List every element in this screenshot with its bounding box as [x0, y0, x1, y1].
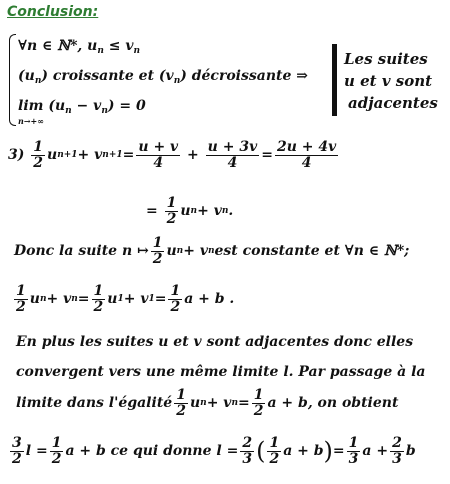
half-fraction: $\frac{1}{2}$ [51, 435, 62, 467]
identity-line: $\frac{1}{2}$ u n + v n = $\frac{1}{2}$ u 1 + v 1 = $\frac{1}{2}$ a + b . [16, 283, 235, 315]
two-thirds: $\frac{2}{3}$ [242, 435, 253, 467]
half-fraction: $\frac{1}{2}$ [166, 195, 177, 227]
equals: = [261, 147, 273, 164]
half-fraction: $\frac{1}{2}$ [152, 235, 163, 267]
paragraph-line-2: convergent vers une même limite l. Par passage à la [16, 364, 426, 380]
half-fraction: $\frac{1}{2}$ [170, 283, 181, 315]
donc-text: Donc la suite n ↦ [14, 243, 149, 260]
part3-label: 3) [8, 147, 25, 164]
result-line-2: u et v sont [344, 72, 433, 90]
plus-v: + v [77, 147, 103, 164]
half-fraction: $\frac{1}{2}$ [93, 283, 104, 315]
half-fraction: $\frac{1}{2}$ [33, 139, 43, 171]
ce-qui-donne: a + b ce qui donne l = [65, 443, 239, 460]
eq-zero: ) = 0 [107, 98, 146, 114]
constante-text: est constante et ∀n ∈ ℕ*; [214, 243, 410, 260]
one-third: $\frac{1}{3}$ [348, 435, 359, 467]
left-brace [9, 34, 16, 126]
fraction-3: $\frac{2u + 4v}{4}$ [276, 139, 337, 171]
equals: = [122, 147, 135, 164]
equals: = [146, 203, 158, 220]
half-fraction: $\frac{1}{2}$ [253, 387, 264, 419]
paragraph-line-1: En plus les suites u et v sont adjacentes donc elles [16, 334, 414, 350]
part3-line-1: 3) $\frac{1}{2}$ u n+1 + v n+1 = $\frac{u + v}{4}$ + $\frac{u + 3v}{4}$ = $\frac{2u + 4v}{4}$ [8, 139, 337, 171]
paragraph-line-3: limite dans l'égalité $\frac{1}{2}$ u n + v n = $\frac{1}{2}$ a + b , on obtient [16, 387, 399, 419]
donc-line: Donc la suite n ↦ $\frac{1}{2}$ u n + v n est constante et ∀n ∈ ℕ*; [14, 235, 410, 267]
result-line-1: Les suites [344, 50, 428, 68]
sub-n: n [65, 106, 72, 116]
sub-n: n [34, 76, 42, 86]
half-fraction: $\frac{1}{2}$ [16, 283, 26, 315]
croissante-text: ) croissante et (v [41, 68, 174, 84]
result-bar [332, 44, 337, 116]
lim-text: lim (u [18, 98, 66, 114]
two-thirds: $\frac{2}{3}$ [392, 435, 402, 467]
system-line-1 [18, 38, 140, 56]
three-halves: $\frac{3}{2}$ [12, 435, 22, 467]
lim-subscript: n→+∞ [18, 116, 44, 126]
final-line: $\frac{3}{2}$ l = $\frac{1}{2}$ a + b ce qui donne l = $\frac{2}{3}$ ( $\frac{1}{2}$ a + b ) = $\frac{1}{3}$ a + $\frac{2}{3}$ b [12, 435, 416, 467]
on-obtient: , on obtient [307, 395, 399, 412]
u-term: u [47, 147, 58, 164]
decroissante-implies: ) décroissante ⇒ [180, 68, 308, 84]
fraction-2: $\frac{u + 3v}{4}$ [207, 139, 258, 171]
result-line-3: adjacentes [348, 94, 438, 112]
half-fraction: $\frac{1}{2}$ [176, 387, 186, 419]
limite-text: limite dans l'égalité [16, 395, 173, 412]
sub-n: n [133, 46, 141, 56]
fraction-1: $\frac{u + v}{4}$ [138, 139, 179, 171]
sub-n: n [97, 46, 104, 56]
un-open: (u [18, 68, 35, 84]
conclusion-heading: Conclusion: [7, 4, 99, 20]
half-fraction: $\frac{1}{2}$ [269, 435, 280, 467]
le-v-text: ≤ v [103, 38, 134, 54]
minus-v: − v [71, 98, 102, 114]
system-line-2 [18, 68, 308, 86]
sub-n: n [173, 76, 181, 86]
forall-text: ∀n ∈ ℕ*, u [18, 38, 98, 54]
sub-n: n [101, 106, 108, 116]
part3-line-2: = $\frac{1}{2}$ u n + v n . [146, 195, 234, 227]
system-line-3 [18, 98, 146, 116]
